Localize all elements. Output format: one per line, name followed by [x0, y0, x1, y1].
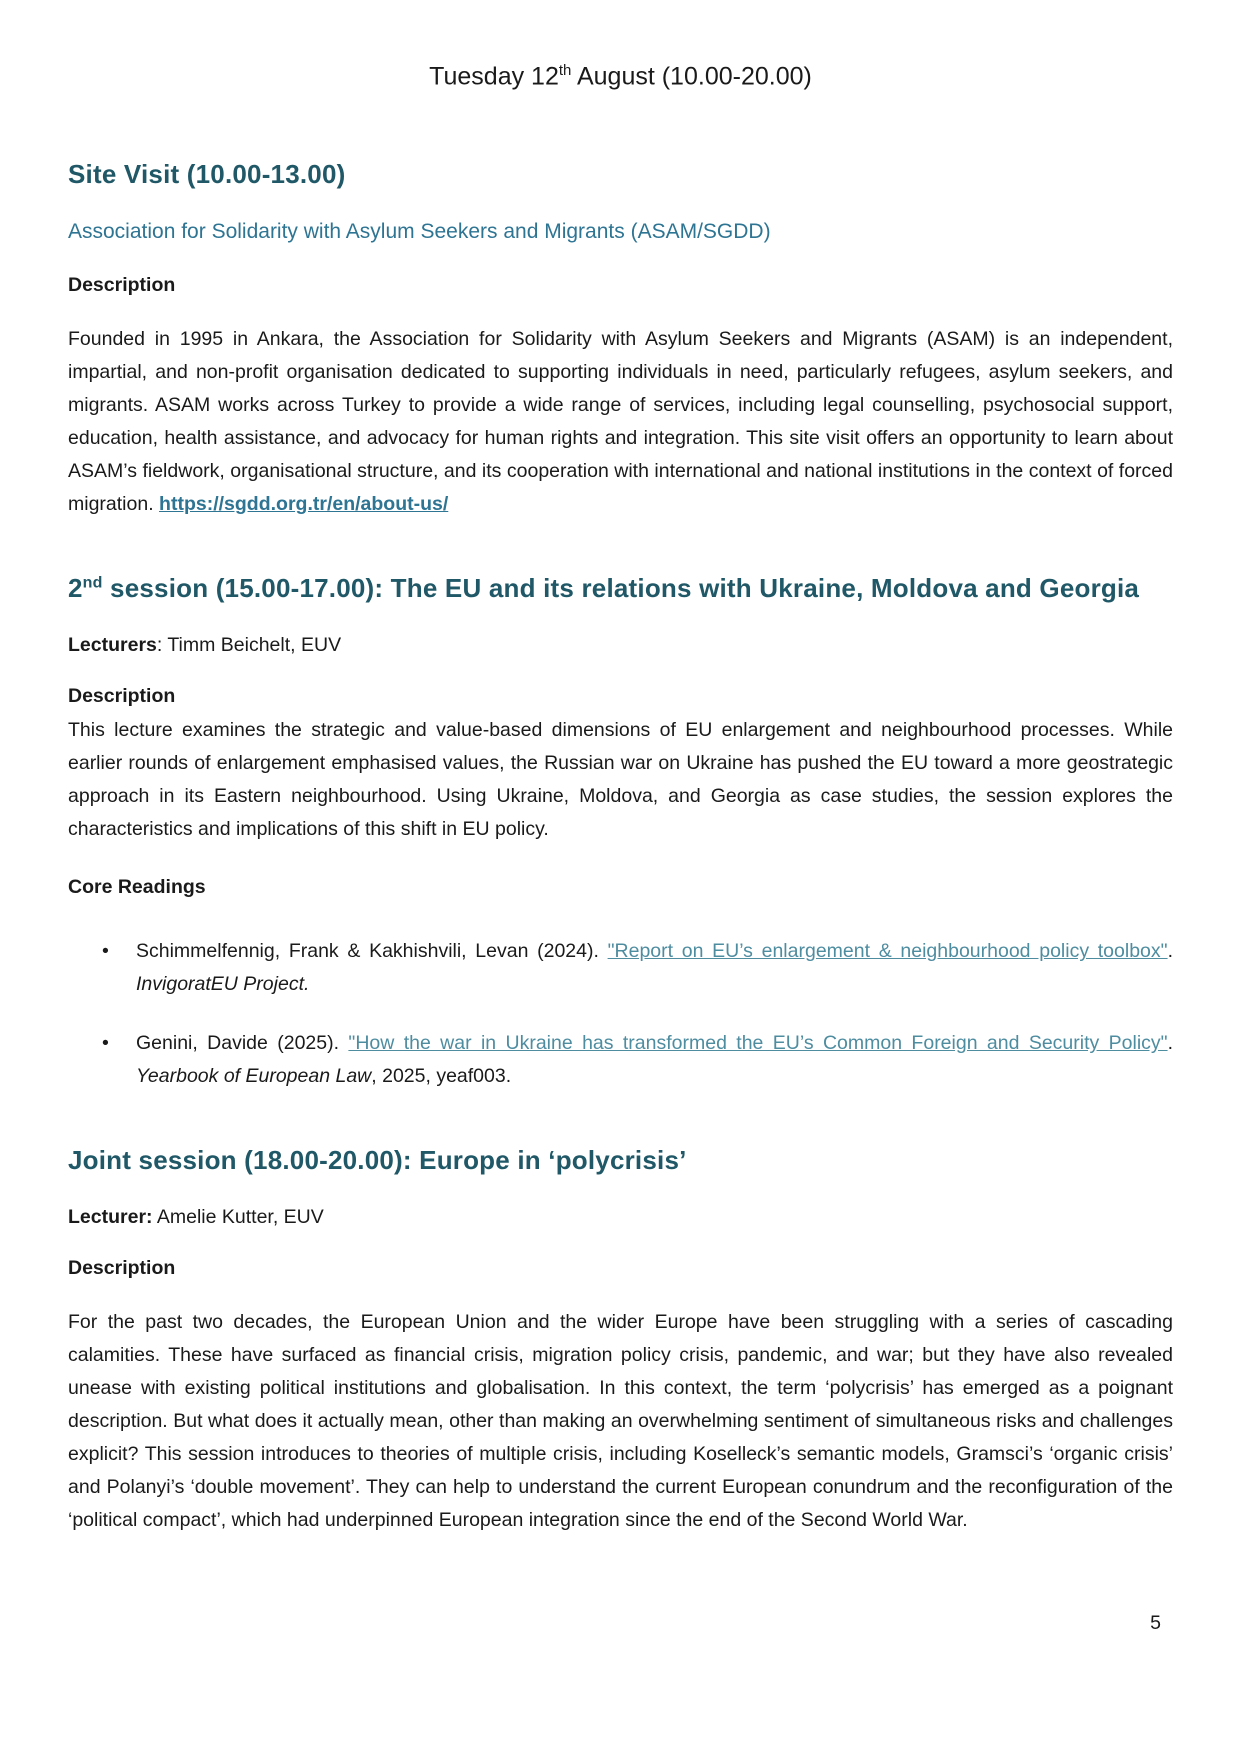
joint-session-lecturer-value: Amelie Kutter, EUV: [152, 1206, 324, 1229]
site-visit-description-label: Description: [68, 274, 176, 297]
page-title-superscript: th: [558, 62, 572, 79]
page-title-suffix: August (10.00-20.00): [571, 62, 812, 91]
site-visit-body-text: Founded in 1995 in Ankara, the Association for Solidarity with Asylum Seekers and Migrants (ASAM) is an independent, impartial, and non-profit organisation dedicated to supporting individuals in need, particularly refugees, asylum seekers, and migrants. ASAM works across Turkey to provide a wide range of services, including legal counselling, psychosocial support, education, health assistance, and advocacy for human rights and integration. This site visit offers an opportunity to learn about ASAM’s fieldwork, organisational structure, and its cooperation with international and national institutions in the context of forced migration.: [68, 328, 1173, 516]
reading-item: [68, 935, 1173, 1001]
reading-separator: .: [1167, 940, 1173, 963]
reading-authors: Genini, Davide (2025).: [136, 1032, 349, 1055]
session2-heading-text: session (15.00-17.00): The EU and its relations with Ukraine, Moldova and Georgia: [102, 573, 1140, 604]
session2-heading: [68, 573, 1173, 604]
joint-session-heading: Joint session (18.00-20.00): Europe in ‘polycrisis’: [68, 1145, 687, 1176]
page-title-prefix: Tuesday 12: [429, 62, 559, 91]
reading-link[interactable]: "How the war in Ukraine has transformed the EU’s Common Foreign and Security Policy": [348, 1032, 1168, 1055]
session2-heading-superscript: nd: [82, 574, 103, 592]
sgdd-about-link[interactable]: https://sgdd.org.tr/en/about-us/: [159, 493, 449, 516]
core-readings-label: Core Readings: [68, 876, 206, 899]
joint-session-lecturer-line: [68, 1206, 1173, 1229]
session2-lecturers-line: [68, 634, 1173, 657]
session2-lecturers-label: Lecturers: [68, 634, 157, 657]
joint-session-paragraph: For the past two decades, the European Union and the wider Europe have been struggling with a series of cascading calamities. These have surfaced as financial crisis, migration policy crisis, pandemic, and war; but they have also revealed unease with existing political institutions and globalisation. In this context, the term ‘polycrisis’ has emerged as a poignant description. But what does it actually mean, other than making an overwhelming sentiment of simultaneous risks and challenges explicit? This session introduces to theories of multiple crisis, including Koselleck’s semantic models, Gramsci’s ‘organic crisis’ and Polanyi’s ‘double movement’. They can help to understand the current European conundrum and the reconfiguration of the ‘political compact’, which had underpinned European integration since the end of the Second World War.: [68, 1311, 1173, 1532]
session2-heading-number: 2: [68, 573, 83, 604]
reading-item: [68, 1027, 1173, 1093]
readings-list: [68, 935, 1173, 1093]
page-number: 5: [1150, 1612, 1161, 1634]
site-visit-heading: Site Visit (10.00-13.00): [68, 159, 346, 190]
reading-link[interactable]: "Report on EU’s enlargement & neighbourhood policy toolbox": [607, 940, 1168, 963]
page-title: [68, 62, 1173, 91]
reading-source: Yearbook of European Law: [136, 1065, 372, 1088]
joint-session-lecturer-label: Lecturer:: [68, 1206, 153, 1229]
session2-description-label: Description: [68, 685, 176, 708]
reading-authors: Schimmelfennig, Frank & Kakhishvili, Levan (2024).: [136, 940, 608, 963]
site-visit-subtitle: Association for Solidarity with Asylum Seekers and Migrants (ASAM/SGDD): [68, 220, 771, 244]
joint-session-description-label: Description: [68, 1257, 176, 1280]
reading-suffix: , 2025, yeaf003.: [371, 1065, 512, 1088]
reading-source: InvigoratEU Project.: [136, 973, 310, 996]
session2-paragraph: This lecture examines the strategic and value-based dimensions of EU enlargement and neighbourhood processes. While earlier rounds of enlargement emphasised values, the Russian war on Ukraine has pushed the EU toward a more geostrategic approach in its Eastern neighbourhood. Using Ukraine, Moldova, and Georgia as case studies, the session explores the characteristics and implications of this shift in EU policy.: [68, 719, 1173, 841]
site-visit-paragraph: [68, 323, 1173, 521]
session2-lecturers-value: : Timm Beichelt, EUV: [156, 634, 342, 657]
reading-separator: .: [1167, 1032, 1173, 1055]
